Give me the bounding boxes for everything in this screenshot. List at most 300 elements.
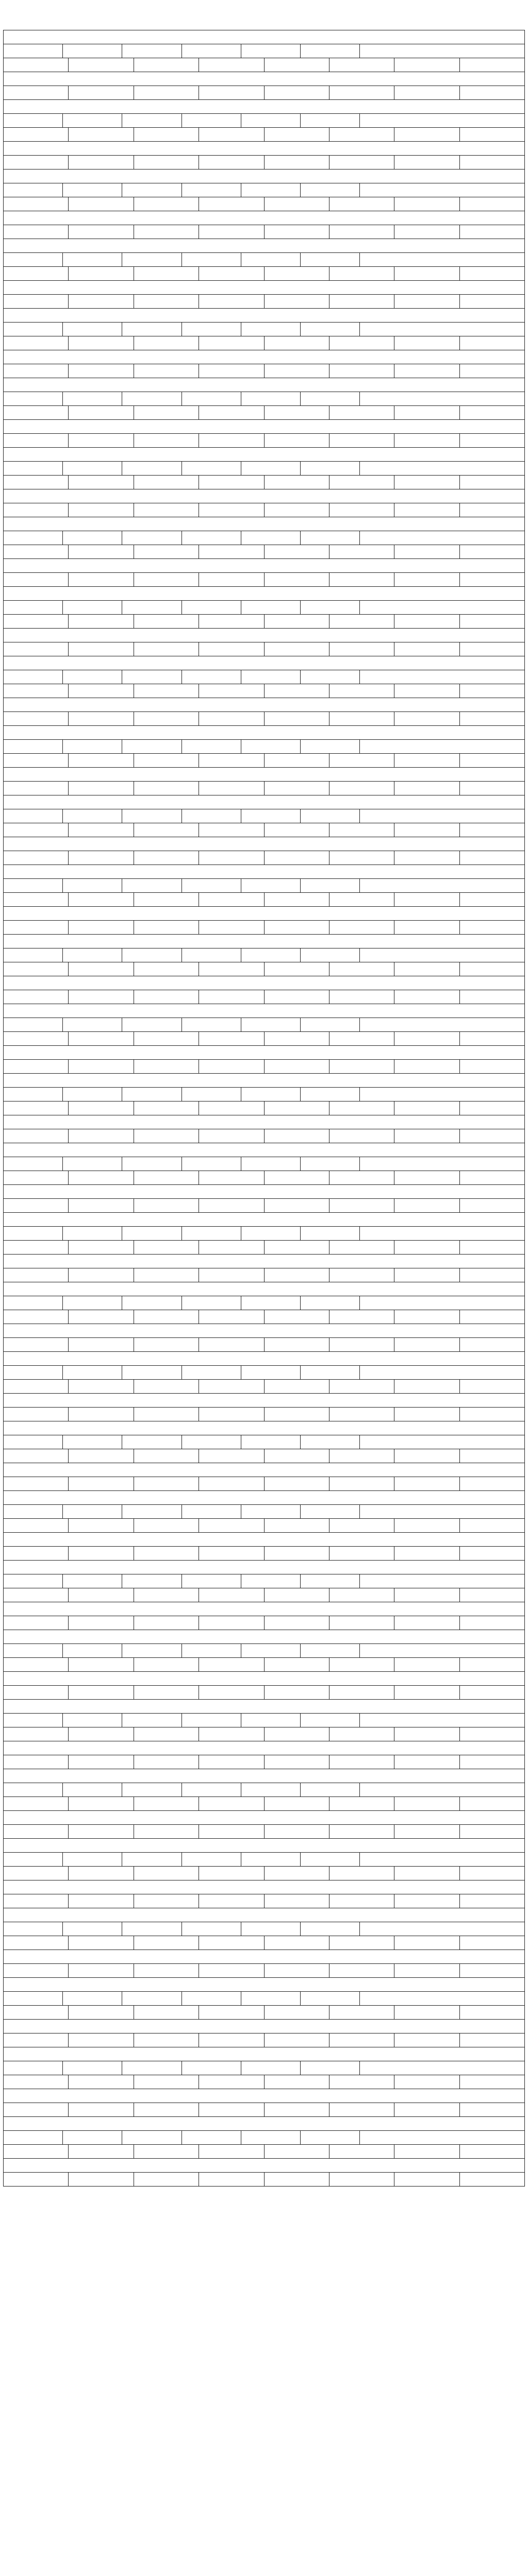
group-band (4, 309, 524, 323)
group-stats-row (4, 1171, 524, 1185)
group-info-cell (241, 114, 301, 127)
group-stats-cell (394, 962, 459, 976)
group-stats-cell (199, 1241, 264, 1254)
group-stats-cell (4, 128, 69, 141)
group-block (3, 1143, 525, 1212)
member-cell (329, 921, 394, 934)
group-info-cell (63, 323, 122, 336)
group-stats-cell (4, 1101, 69, 1115)
group-stats-row (4, 1867, 524, 1880)
group-stats-cell (329, 1101, 394, 1115)
member-cell (265, 1199, 329, 1212)
group-info-cell (4, 809, 63, 823)
group-stats-row (4, 267, 524, 281)
group-stats-cell (134, 1519, 199, 1532)
group-info-cell (122, 1922, 182, 1936)
group-info-cell (122, 2061, 182, 2075)
members-band (4, 211, 524, 225)
group-info-cell (301, 879, 360, 892)
member-cell (460, 1825, 524, 1838)
group-stats-row (4, 1032, 524, 1046)
group-stats-cell (265, 962, 329, 976)
group-info-cell (301, 1296, 360, 1310)
member-cell (460, 782, 524, 795)
group-stats-cell (394, 754, 459, 767)
group-stats-cell (460, 336, 524, 350)
member-cell (394, 1477, 459, 1490)
member-cell (265, 642, 329, 656)
group-info-cell (182, 1644, 241, 1657)
group-info-cell (122, 2131, 182, 2144)
group-stats-cell (4, 1936, 69, 1950)
group-stats-cell (394, 684, 459, 698)
group-stats-cell (199, 615, 264, 628)
group-stats-cell (394, 1241, 459, 1254)
group-info-cell (241, 879, 301, 892)
group-stats-cell (69, 893, 134, 906)
group-info-row (4, 323, 524, 336)
group-stats-cell (69, 336, 134, 350)
member-cell (265, 1894, 329, 1908)
group-stats-cell (69, 1032, 134, 1045)
members-row (4, 364, 524, 378)
group-info-cell (360, 1088, 524, 1101)
group-stats-cell (265, 893, 329, 906)
group-stats-cell (4, 1867, 69, 1880)
group-info-cell (241, 1783, 301, 1797)
group-info-cell (241, 462, 301, 475)
member-cell (265, 921, 329, 934)
member-cell (394, 2173, 459, 2186)
group-stats-cell (329, 823, 394, 837)
group-info-cell (4, 740, 63, 753)
group-stats-cell (265, 754, 329, 767)
member-cell (199, 921, 264, 934)
group-info-cell (360, 948, 524, 962)
group-info-cell (301, 601, 360, 614)
group-info-cell (4, 1366, 63, 1379)
group-stats-cell (69, 1519, 134, 1532)
group-stats-cell (199, 1727, 264, 1741)
group-stats-cell (329, 1658, 394, 1671)
group-stats-cell (69, 267, 134, 280)
member-cell (199, 1477, 264, 1490)
group-stats-cell (329, 197, 394, 211)
group-band (4, 795, 524, 809)
group-stats-cell (329, 1449, 394, 1463)
group-stats-cell (134, 615, 199, 628)
group-info-cell (241, 392, 301, 405)
member-cell (460, 1129, 524, 1143)
group-stats-cell (329, 1867, 394, 1880)
member-cell (134, 1338, 199, 1351)
group-stats-cell (265, 58, 329, 72)
members-row (4, 573, 524, 586)
members-band (4, 1324, 524, 1338)
group-stats-cell (134, 893, 199, 906)
group-stats-cell (394, 1588, 459, 1602)
members-band (4, 1046, 524, 1060)
group-stats-cell (460, 1727, 524, 1741)
group-info-cell (122, 1018, 182, 1031)
members-row (4, 2033, 524, 2047)
member-cell (4, 1408, 69, 1421)
member-cell (460, 1338, 524, 1351)
member-cell (69, 2173, 134, 2186)
member-cell (329, 364, 394, 378)
group-stats-cell (69, 2075, 134, 2089)
member-cell (329, 295, 394, 308)
member-cell (329, 712, 394, 725)
group-info-cell (63, 531, 122, 545)
members-band (4, 1115, 524, 1129)
member-cell (460, 1894, 524, 1908)
member-cell (265, 86, 329, 99)
group-info-cell (4, 2131, 63, 2144)
group-info-cell (182, 1157, 241, 1171)
group-stats-cell (265, 1032, 329, 1045)
group-info-cell (241, 2061, 301, 2075)
group-stats-cell (460, 684, 524, 698)
group-band (4, 1978, 524, 1992)
member-cell (460, 573, 524, 586)
members-band (4, 142, 524, 156)
group-stats-cell (4, 1380, 69, 1393)
member-cell (69, 2033, 134, 2047)
group-info-cell (301, 948, 360, 962)
members-band (4, 768, 524, 782)
member-cell (460, 2173, 524, 2186)
group-stats-cell (134, 684, 199, 698)
member-cell (394, 851, 459, 865)
group-stats-cell (134, 545, 199, 558)
group-band (4, 1074, 524, 1088)
group-stats-cell (199, 1519, 264, 1532)
group-stats-cell (329, 754, 394, 767)
group-stats-cell (4, 197, 69, 211)
member-cell (134, 1825, 199, 1838)
group-stats-cell (134, 406, 199, 419)
member-cell (265, 851, 329, 865)
group-block (3, 586, 525, 656)
group-info-cell (241, 1714, 301, 1727)
member-cell (4, 86, 69, 99)
group-info-cell (182, 253, 241, 266)
member-cell (69, 1964, 134, 1977)
group-info-cell (182, 1435, 241, 1449)
group-stats-cell (394, 1658, 459, 1671)
group-stats-cell (199, 128, 264, 141)
group-info-row (4, 1018, 524, 1032)
member-cell (69, 990, 134, 1004)
members-row (4, 1199, 524, 1212)
group-stats-cell (265, 1936, 329, 1950)
member-cell (199, 1964, 264, 1977)
group-block (3, 239, 525, 308)
group-stats-cell (265, 197, 329, 211)
member-cell (460, 503, 524, 517)
group-info-cell (301, 1783, 360, 1797)
group-info-row (4, 1435, 524, 1449)
member-cell (199, 712, 264, 725)
group-info-cell (63, 253, 122, 266)
member-cell (460, 1616, 524, 1630)
member-cell (329, 1686, 394, 1699)
group-stats-row (4, 1519, 524, 1533)
group-stats-cell (265, 476, 329, 489)
group-stats-cell (69, 128, 134, 141)
member-cell (394, 225, 459, 239)
member-cell (329, 434, 394, 447)
member-cell (4, 1825, 69, 1838)
group-band (4, 1143, 524, 1157)
member-cell (265, 1338, 329, 1351)
group-info-cell (63, 809, 122, 823)
group-info-cell (182, 1505, 241, 1518)
group-stats-row (4, 197, 524, 211)
member-cell (265, 156, 329, 169)
group-stats-cell (134, 823, 199, 837)
group-info-cell (182, 323, 241, 336)
group-stats-cell (460, 823, 524, 837)
group-stats-cell (4, 2075, 69, 2089)
group-stats-cell (69, 684, 134, 698)
group-stats-cell (199, 1797, 264, 1810)
member-cell (329, 1894, 394, 1908)
group-stats-cell (69, 545, 134, 558)
group-info-cell (301, 1088, 360, 1101)
group-stats-cell (394, 1380, 459, 1393)
group-stats-cell (329, 615, 394, 628)
group-info-cell (360, 392, 524, 405)
member-cell (199, 1338, 264, 1351)
group-info-cell (122, 531, 182, 545)
group-info-cell (360, 183, 524, 197)
group-stats-cell (4, 1727, 69, 1741)
group-stats-cell (329, 336, 394, 350)
member-cell (394, 1755, 459, 1769)
group-stats-cell (460, 128, 524, 141)
group-info-row (4, 670, 524, 684)
group-stats-cell (329, 1519, 394, 1532)
group-info-cell (301, 114, 360, 127)
group-info-cell (241, 1296, 301, 1310)
member-cell (329, 1408, 394, 1421)
members-row (4, 990, 524, 1004)
group-stats-cell (199, 1101, 264, 1115)
group-stats-cell (134, 754, 199, 767)
group-info-cell (182, 601, 241, 614)
member-cell (134, 1477, 199, 1490)
member-cell (69, 364, 134, 378)
group-stats-cell (4, 1588, 69, 1602)
member-cell (69, 1129, 134, 1143)
group-info-cell (360, 2131, 524, 2144)
member-cell (199, 1547, 264, 1560)
group-info-cell (301, 1505, 360, 1518)
member-cell (134, 434, 199, 447)
member-cell (199, 1129, 264, 1143)
group-stats-cell (394, 2006, 459, 2019)
group-block (3, 1977, 525, 2047)
group-stats-cell (134, 1797, 199, 1810)
group-stats-cell (394, 1936, 459, 1950)
member-cell (4, 782, 69, 795)
group-info-cell (4, 670, 63, 684)
member-cell (460, 1964, 524, 1977)
group-info-cell (122, 253, 182, 266)
member-cell (265, 782, 329, 795)
group-stats-row (4, 2145, 524, 2159)
group-stats-cell (199, 962, 264, 976)
member-cell (69, 434, 134, 447)
members-row (4, 1060, 524, 1073)
group-stats-cell (69, 823, 134, 837)
member-cell (134, 2103, 199, 2116)
group-stats-cell (394, 1101, 459, 1115)
group-stats-cell (329, 893, 394, 906)
document-title (3, 3, 525, 30)
group-info-row (4, 948, 524, 962)
group-stats-cell (69, 1867, 134, 1880)
group-stats-cell (265, 2006, 329, 2019)
member-cell (265, 712, 329, 725)
group-info-cell (182, 2061, 241, 2075)
group-stats-cell (69, 58, 134, 72)
member-cell (460, 434, 524, 447)
member-cell (199, 1060, 264, 1073)
group-stats-row (4, 128, 524, 142)
group-info-cell (4, 601, 63, 614)
member-cell (4, 156, 69, 169)
group-info-cell (63, 2061, 122, 2075)
member-cell (394, 1199, 459, 1212)
group-info-row (4, 740, 524, 754)
group-info-cell (122, 740, 182, 753)
group-stats-cell (69, 1658, 134, 1671)
members-row (4, 921, 524, 934)
group-info-cell (182, 1574, 241, 1588)
member-cell (394, 921, 459, 934)
group-stats-cell (394, 197, 459, 211)
group-info-cell (4, 44, 63, 58)
group-block (3, 1630, 525, 1699)
group-stats-cell (4, 1310, 69, 1324)
group-info-cell (63, 601, 122, 614)
group-info-cell (4, 2061, 63, 2075)
member-cell (134, 1060, 199, 1073)
members-band (4, 1950, 524, 1964)
group-band (4, 587, 524, 601)
member-cell (460, 1547, 524, 1560)
group-stats-cell (394, 2075, 459, 2089)
group-stats-cell (460, 1936, 524, 1950)
member-cell (199, 503, 264, 517)
members-band (4, 698, 524, 712)
group-info-cell (301, 1366, 360, 1379)
group-info-cell (241, 1088, 301, 1101)
group-block (3, 1560, 525, 1630)
group-info-cell (4, 1018, 63, 1031)
group-stats-row (4, 615, 524, 629)
member-cell (460, 1060, 524, 1073)
members-row (4, 295, 524, 308)
member-cell (69, 1825, 134, 1838)
group-stats-cell (394, 1727, 459, 1741)
members-row (4, 225, 524, 239)
member-cell (199, 225, 264, 239)
group-info-row (4, 1992, 524, 2006)
group-stats-cell (199, 684, 264, 698)
group-stats-cell (460, 58, 524, 72)
group-stats-cell (199, 1032, 264, 1045)
group-info-cell (241, 183, 301, 197)
members-row (4, 2103, 524, 2116)
group-info-cell (360, 1992, 524, 2005)
group-band (4, 170, 524, 183)
member-cell (69, 1894, 134, 1908)
member-cell (4, 503, 69, 517)
group-stats-cell (329, 1241, 394, 1254)
group-info-cell (122, 670, 182, 684)
group-stats-cell (69, 1380, 134, 1393)
members-band (4, 281, 524, 295)
group-info-row (4, 183, 524, 197)
group-stats-cell (460, 476, 524, 489)
member-cell (4, 2173, 69, 2186)
group-stats-cell (394, 1032, 459, 1045)
member-cell (394, 364, 459, 378)
group-stats-row (4, 684, 524, 698)
group-stats-cell (4, 615, 69, 628)
group-stats-cell (460, 545, 524, 558)
member-cell (69, 1268, 134, 1282)
group-stats-cell (394, 823, 459, 837)
members-row (4, 1338, 524, 1351)
group-stats-cell (4, 1241, 69, 1254)
member-cell (199, 2103, 264, 2116)
group-info-row (4, 1088, 524, 1101)
member-cell (265, 434, 329, 447)
members-row (4, 1129, 524, 1143)
group-block (3, 169, 525, 239)
member-cell (199, 1755, 264, 1769)
group-stats-cell (69, 615, 134, 628)
member-cell (394, 434, 459, 447)
group-info-row (4, 1853, 524, 1867)
group-info-cell (182, 1714, 241, 1727)
group-band (4, 865, 524, 879)
group-info-cell (182, 1922, 241, 1936)
member-cell (460, 851, 524, 865)
member-cell (394, 1060, 459, 1073)
members-band (4, 1672, 524, 1686)
group-stats-cell (4, 2145, 69, 2158)
group-stats-cell (329, 2075, 394, 2089)
member-cell (69, 503, 134, 517)
group-info-cell (301, 44, 360, 58)
member-cell (265, 1616, 329, 1630)
members-band (4, 976, 524, 990)
group-info-cell (122, 1574, 182, 1588)
group-info-cell (360, 462, 524, 475)
group-info-cell (241, 531, 301, 545)
group-stats-row (4, 1588, 524, 1602)
group-stats-cell (69, 406, 134, 419)
member-cell (69, 295, 134, 308)
member-cell (4, 1894, 69, 1908)
group-info-cell (360, 601, 524, 614)
